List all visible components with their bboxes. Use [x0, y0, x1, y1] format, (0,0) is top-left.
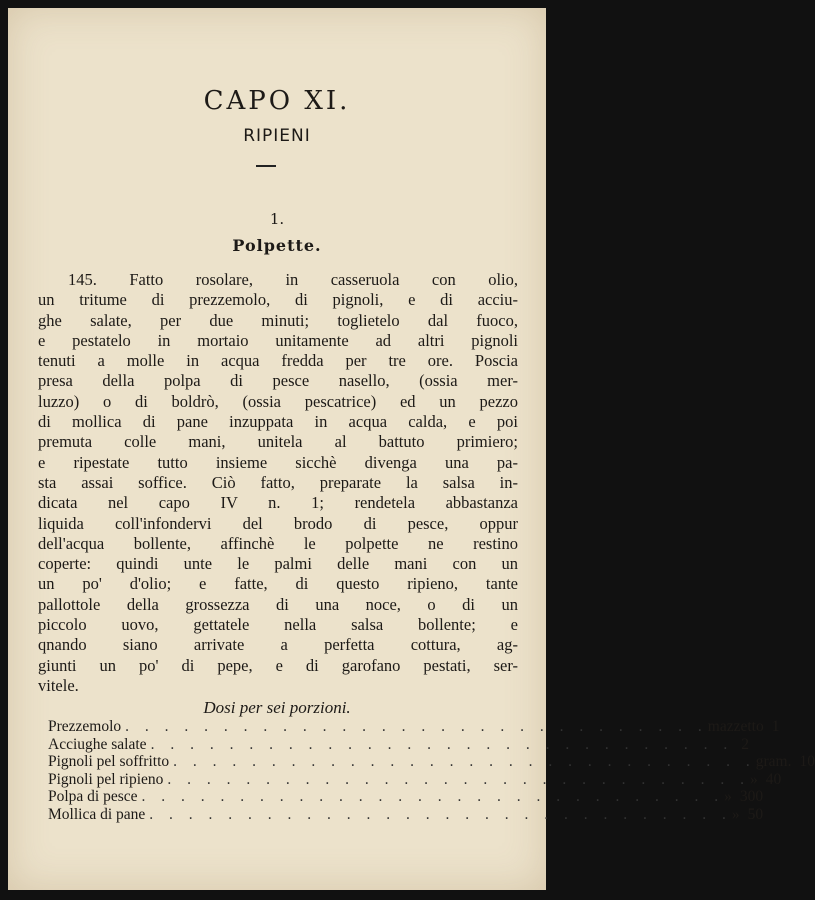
dose-quantity: 1	[771, 718, 780, 735]
dose-row	[48, 735, 749, 754]
dose-quantity: 50	[747, 805, 764, 823]
dose-unit: »	[731, 805, 740, 823]
dose-unit: mazzetto	[707, 718, 764, 735]
dot-leader: . . . . . . . . . . . . . . . . . . . . . . . . . . . . . .	[167, 770, 751, 788]
dot-leader: . . . . . . . . . . . . . . . . . . . . . . . . . . . . . .	[149, 805, 732, 823]
dot-leader: . . . . . . . . . . . . . . . . . . . . . . . . . . . . . .	[125, 718, 708, 735]
dose-name: Prezzemolo	[48, 718, 122, 735]
dot-leader: . . . . . . . . . . . . . . . . . . . . . . . . . . . . . .	[141, 788, 725, 805]
dose-quantity: 300	[739, 788, 764, 805]
title-rule	[256, 165, 276, 167]
recipe-body	[38, 270, 518, 696]
text-line: presa della polpa di pesce nasello, (ossia mer-	[38, 371, 518, 391]
dose-unit: »	[750, 770, 758, 788]
dose-row	[48, 753, 815, 771]
dose-unit: gram.	[755, 753, 792, 770]
book-page	[8, 8, 815, 890]
text-line: pallottole della grossezza di una noce, o di un	[38, 594, 518, 614]
text-line: coperte: quindi unte le palmi delle mani con un	[38, 554, 518, 574]
text-line: e pestatelo in mortaio unitamente ad altri pignoli	[38, 330, 518, 350]
text-line: un po' d'olio; e fatte, di questo ripieno, tante	[38, 574, 518, 594]
text-line: luzzo) o di boldrò, (ossia pescatrice) ed un pezzo	[38, 391, 518, 411]
dose-name: Pignoli pel ripieno	[48, 770, 164, 788]
doses-title: Dosi per sei porzioni.	[203, 698, 351, 717]
dose-quantity: 2	[741, 735, 749, 753]
text-line: e ripestate tutto insieme sicchè divenga una pa-	[38, 452, 518, 472]
text-line: 145. Fatto rosolare, in casseruola con olio,	[68, 270, 518, 289]
recipe-number: 1.	[269, 210, 285, 228]
dose-unit: »	[724, 788, 732, 805]
text-line: piccolo uovo, gettatele nella salsa bollente; e	[38, 615, 518, 635]
text-line: dicata nel capo IV n. 1; rendetela abbastanza	[38, 493, 518, 513]
dose-name: Acciughe salate	[48, 735, 147, 753]
doses-list	[48, 718, 815, 823]
text-line: un tritume di prezzemolo, di pignoli, e di acciu-	[38, 290, 518, 310]
text-line: tenuti a molle in acqua fredda per tre ore. Poscia	[38, 351, 518, 371]
dose-quantity: 40	[765, 770, 782, 788]
dot-leader: . . . . . . . . . . . . . . . . . . . . . . . . . . . . . .	[173, 753, 756, 770]
section-title: RIPIENI	[243, 126, 311, 146]
text-line: sta assai soffice. Ciò fatto, preparate la salsa in-	[38, 472, 518, 492]
dose-row	[48, 770, 782, 789]
text-line: ghe salate, per due minuti; toglietelo dal fuoco,	[38, 310, 518, 330]
text-line: di mollica di pane inzuppata in acqua calda, e poi	[38, 412, 518, 432]
dose-row	[48, 805, 764, 824]
dose-row	[48, 718, 780, 736]
dose-quantity: 10	[799, 753, 815, 770]
text-line: giunti un po' di pepe, e di garofano pestati, ser-	[38, 655, 518, 675]
recipe-title: Polpette.	[232, 236, 322, 255]
dose-row	[48, 788, 764, 806]
dose-name: Mollica di pane	[48, 805, 146, 823]
text-line: qnando siano arrivate a perfetta cottura, ag-	[38, 635, 518, 655]
dot-leader: . . . . . . . . . . . . . . . . . . . . . . . . . . . . . .	[150, 735, 734, 753]
chapter-title: CAPO XI.	[203, 86, 351, 116]
dose-name: Pignoli pel soffritto	[48, 753, 170, 770]
text-line: dell'acqua bollente, affinchè le polpette ne restino	[38, 533, 518, 553]
text-line: liquida coll'infondervi del brodo di pesce, oppur	[38, 513, 518, 533]
text-line: vitele.	[38, 675, 79, 695]
dose-name: Polpa di pesce	[48, 788, 138, 805]
text-line: premuta colle mani, unitela al battuto primiero;	[38, 432, 518, 452]
